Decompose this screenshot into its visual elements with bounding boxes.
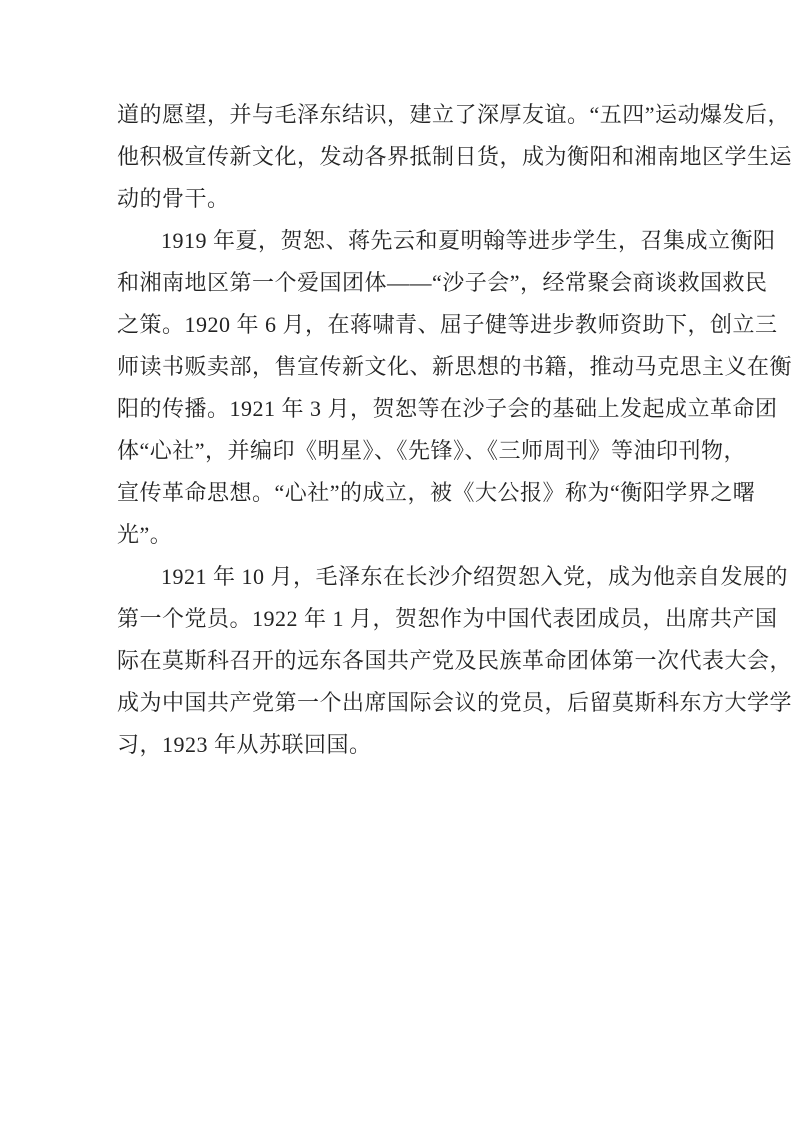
paragraph <box>117 94 793 220</box>
text-block <box>117 94 793 766</box>
text-line: 道的愿望，并与毛泽东结识，建立了深厚友谊。“五四”运动爆发后， <box>117 102 791 127</box>
text-line: 师读书贩卖部，售宣传新文化、新思想的书籍，推动马克思主义在衡 <box>117 354 793 379</box>
text-line: 他积极宣传新文化，发动各界抵制日货，成为衡阳和湘南地区学生运 <box>117 144 793 169</box>
text-line: 动的骨干。 <box>117 186 230 211</box>
text-line: 际在莫斯科召开的远东各国共产党及民族革命团体第一次代表大会， <box>117 648 793 673</box>
paragraph <box>117 556 793 766</box>
text-line: 阳的传播。1921 年 3 月，贺恕等在沙子会的基础上发起成立革命团 <box>117 396 778 421</box>
text-line: 之策。1920 年 6 月，在蒋啸青、屈子健等进步教师资助下，创立三 <box>117 312 778 337</box>
text-line: 第一个党员。1922 年 1 月，贺恕作为中国代表团成员，出席共产国 <box>117 606 778 631</box>
paragraph <box>117 220 793 556</box>
text-line: 1919 年夏，贺恕、蒋先云和夏明翰等进步学生，召集成立衡阳 <box>161 228 776 253</box>
text-line: 体“心社”，并编印《明星》、《先锋》、《三师周刊》等油印刊物， <box>117 438 747 463</box>
text-line: 和湘南地区第一个爱国团体——“沙子会”，经常聚会商谈救国救民 <box>117 270 768 295</box>
text-line: 光”。 <box>117 522 173 547</box>
text-line: 宣传革命思想。“心社”的成立，被《大公报》称为“衡阳学界之曙 <box>117 480 756 505</box>
text-line: 成为中国共产党第一个出席国际会议的党员，后留莫斯科东方大学学 <box>117 690 793 715</box>
text-line: 1921 年 10 月，毛泽东在长沙介绍贺恕入党，成为他亲自发展的 <box>161 564 789 589</box>
text-line: 习，1923 年从苏联回国。 <box>117 732 372 757</box>
